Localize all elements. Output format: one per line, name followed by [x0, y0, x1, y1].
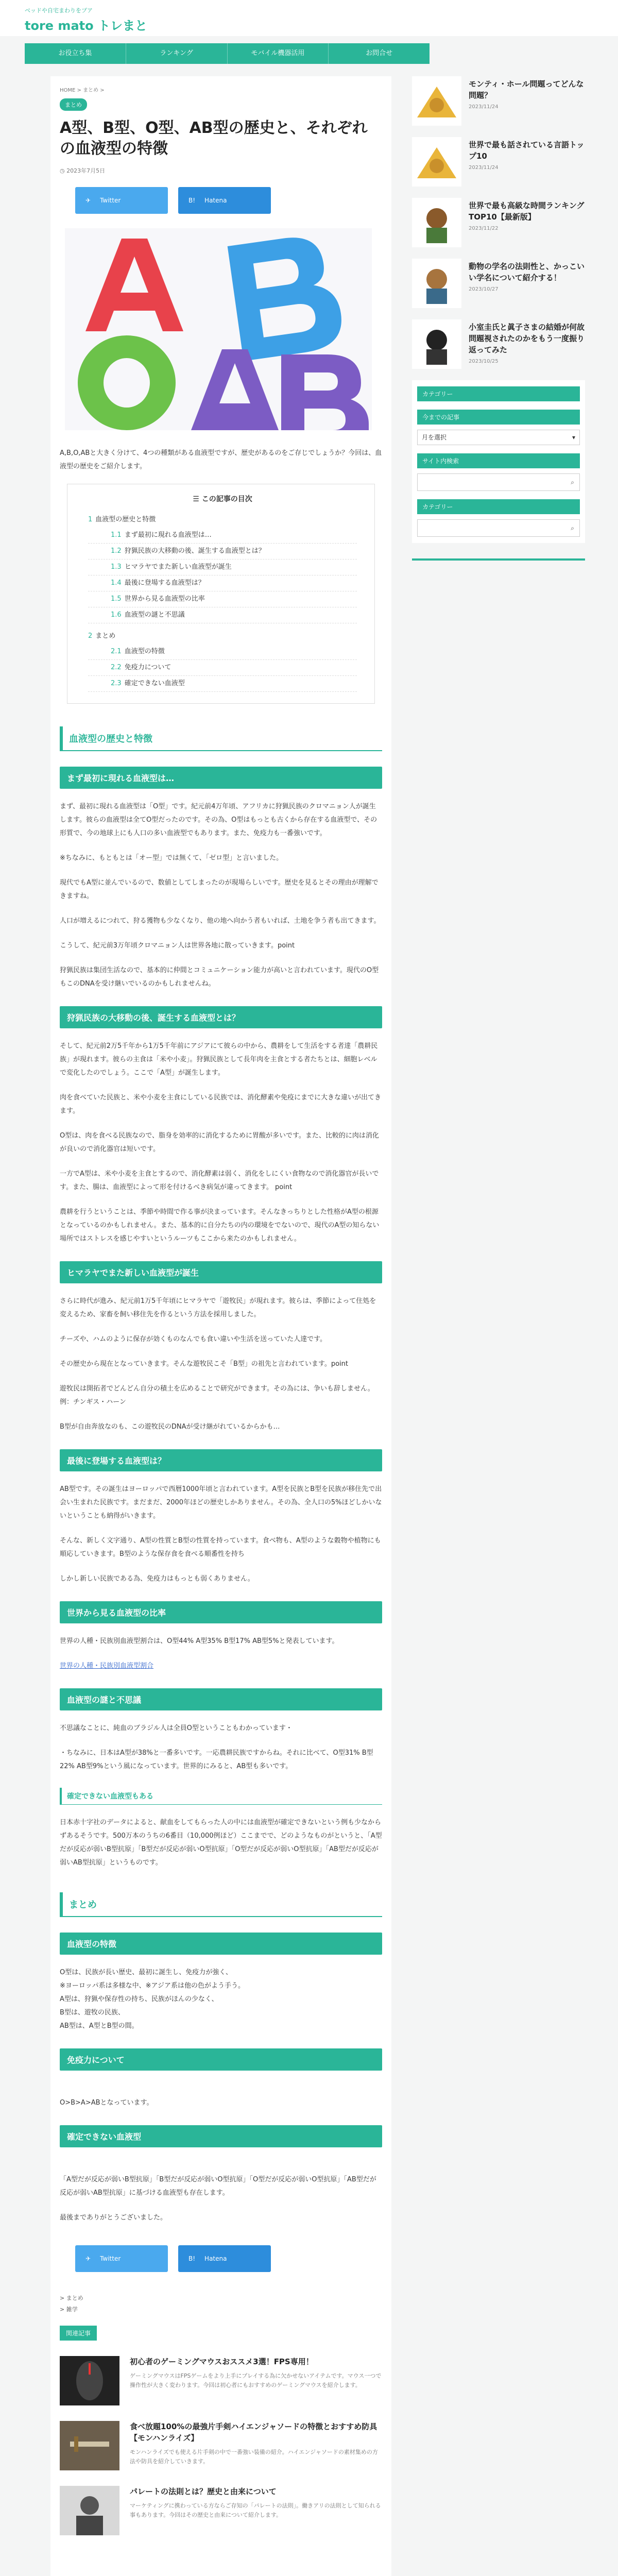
widget-heading: カテゴリー: [417, 386, 580, 401]
sidebar-divider: [412, 558, 585, 561]
sidebar-post-title[interactable]: 小室圭氏と眞子さまの結婚が何故問題視されたのかをもう一度振り返ってみた: [469, 323, 585, 354]
section-heading: まとめ: [60, 1892, 382, 1917]
paragraph: B型が自由奔放なのも、この遊牧民のDNAが受け継がれているからかも…: [60, 1423, 280, 1431]
paragraph: A型は、狩猟や保存性の持ち、民族がほんの少なく、: [60, 1995, 218, 2003]
toc-item[interactable]: [88, 660, 357, 676]
hatena-share-label: Hatena: [204, 197, 227, 204]
sidebar-post-date: 2023/10/25: [469, 359, 499, 364]
paragraph: そんな、新しく文字通り、A型の性質とB型の性質を持っています。食べ物も、A型のような穀物や植物にも順応していきます。B型のような保存食を食べる順番性を持ち: [60, 1537, 381, 1558]
gaming-mouse-image: [60, 2356, 119, 2405]
toc-link[interactable]: 最後に登場する血液型は？: [124, 579, 205, 587]
toc-title-label: この記事の目次: [201, 495, 252, 503]
site-tagline: ベッドや自宅まわりをプア: [25, 7, 93, 14]
search-icon[interactable]: ⌕: [571, 524, 574, 532]
paragraph: ※ちなみに、もともとは「オー型」では無くて、「ゼロ型」と言いました。: [60, 854, 283, 862]
breadcrumb[interactable]: HOME > まとめ >: [60, 88, 105, 93]
twitter-share-button[interactable]: [75, 2245, 168, 2272]
related-item[interactable]: [60, 2356, 382, 2405]
related-excerpt: マーケティングに携わっている方ならご存知の「パレートの法則」。働きアリの法則として知られる事もあります。今回はその歴史と由来について紹介します。: [130, 2502, 381, 2518]
related-thumbnail[interactable]: [60, 2486, 119, 2535]
toc-number: 2: [88, 632, 93, 640]
sidebar-post-title[interactable]: 動物の学名の法則性と、かっこいい学名について紹介する！: [469, 262, 585, 282]
minor-heading: 確定できない血液型もある: [60, 1788, 382, 1805]
nav-item[interactable]: モバイル機器活用: [228, 43, 329, 64]
toc-link[interactable]: まとめ: [95, 632, 116, 640]
related-thumbnail[interactable]: [60, 2356, 119, 2405]
page-title: A型、B型、O型、AB型の歴史と、それぞれの血液型の特徴: [60, 119, 368, 158]
paragraph: O型は、肉を食べる民族なので、脂身を効率的に消化するために胃酸が多いです。また、比較的に肉は消化が良いので消化器官は短いです。: [60, 1132, 379, 1153]
toc-link[interactable]: ヒマラヤでまた新しい血液型が誕生: [124, 563, 232, 571]
sidebar-post[interactable]: [412, 198, 585, 247]
pareto-portrait-image: [60, 2486, 119, 2535]
search-input[interactable]: [417, 473, 580, 491]
subsection-heading: 免疫力について: [60, 2048, 382, 2071]
intro-text: A,B,O,ABと大きく分けて、4つの種類がある血液型ですが、歴史があるのをご存じでしょうか？今回は、血液型の歴史をご紹介します。: [60, 449, 382, 470]
toc-link[interactable]: 血液型の歴史と特徴: [95, 516, 156, 523]
paragraph: チーズや、ハムのように保存が効くものなんでも食い違いや生活を送っていた人達です。: [60, 1335, 327, 1343]
related-thumbnail[interactable]: [60, 2421, 119, 2470]
toc-title: ☰ この記事の目次: [193, 495, 252, 503]
paragraph: AB型は、A型とB型の間。: [60, 2022, 139, 2030]
toc-item[interactable]: [88, 528, 357, 544]
table-of-contents: [67, 484, 375, 704]
toc-number: 1.5: [111, 595, 122, 603]
subsection-heading: まず最初に現れる血液型は…: [60, 767, 382, 789]
post-date: ◷ 2023年7月5日: [60, 167, 106, 174]
search-icon[interactable]: ⌕: [571, 478, 574, 486]
sidebar-post-title[interactable]: 世界で最も高級な時間ランキングTOP10【最新版】: [469, 201, 585, 222]
paragraph: こうして、紀元前3万年頃クロマニョン人は世界各地に散っていきます。point: [60, 942, 295, 950]
sidebar-post-date: 2023/11/24: [469, 104, 499, 110]
toc-group-2[interactable]: [88, 629, 357, 644]
toc-number: 2.1: [111, 648, 122, 655]
subsection-heading: 血液型の特徴: [60, 1933, 382, 1955]
sidebar-post-title[interactable]: モンティ・ホール問題ってどんな問題？: [469, 79, 584, 100]
sidebar-widgets: [412, 380, 585, 543]
paragraph: さらに時代が進み、紀元前1万5千年頃にヒマラヤで「遊牧民」が現れます。彼らは、季節によって住処を変えるため、家畜を飼い移住先を作るという方法を採用しました。: [60, 1297, 376, 1318]
subsection-heading: 狩猟民族の大移動の後、誕生する血液型とは？: [60, 1006, 382, 1028]
global-nav: [25, 43, 430, 64]
sidebar-thumbnail[interactable]: [412, 259, 461, 308]
paragraph: 肉を食べていた民族と、米や小麦を主食にしている民族では、消化酵素や免疫にまでに大きな違いが出てきます。: [60, 1094, 382, 1115]
blood-type-letters-image: [65, 228, 372, 430]
paragraph: まず、最初に現れる血液型は「O型」です。紀元前4万年頃、アフリカに狩猟民族のクロマニョン人が誕生します。彼らの血液型は全てO型だったのです。その為、O型はもっとも古くから存在する血液型で、その形質で、今の地球上にも人口の多い血液型でもあります。また、免疫力も一番強いです。: [60, 803, 377, 837]
paragraph: しかし新しい民族である為、免疫力はもっとも弱くありません。: [60, 1575, 254, 1583]
paragraph: 人口が増えるにつれて、狩る獲物も少なくなり、他の地へ向かう者もいれば、土地を争う者も出てきます。: [60, 917, 381, 925]
sidebar-post-date: 2023/11/24: [469, 165, 499, 171]
paragraph: その歴史から現在となっていきます。そんな遊牧民こそ「B型」の祖先と言われています。point: [60, 1360, 348, 1368]
paragraph: O>B>A>ABとなっています。: [60, 2099, 153, 2107]
subsection-heading: 最後に登場する血液型は？: [60, 1449, 382, 1471]
related-title[interactable]: 初心者のゲーミングマウスおススメ3選！FPS専用！: [130, 2357, 314, 2366]
sidebar-thumbnail[interactable]: [412, 137, 461, 187]
category-links: [60, 2293, 382, 2315]
category-link[interactable]: > まとめ: [60, 2295, 83, 2301]
toc-group-1[interactable]: [88, 512, 357, 528]
toc-item[interactable]: [88, 544, 357, 560]
sidebar-thumbnail[interactable]: [412, 76, 461, 126]
share-buttons-top: [75, 187, 382, 214]
toc-number: 2.2: [111, 664, 122, 671]
related-title[interactable]: 食べ放題100%の最強片手剣ハイエンジャソードの特徴とおすすめ防具【モンハンライズ】: [130, 2422, 377, 2443]
post-date-value: 2023年7月5日: [66, 167, 106, 174]
article-main: [50, 76, 391, 2576]
toc-number: 1.4: [111, 579, 122, 587]
hatena-share-button[interactable]: [178, 187, 271, 214]
paragraph: 日本赤十字社のデータによると、献血をしてもらった人の中には血液型が確定できないという例も少なからずあるそうです。500万本のうちの6番目（10,000例ほど）ここまでで、どのようなものがというと、「A型だが反応が弱いB型抗原」「B型だが反応が弱いO型抗原」「O型だが反応が弱いO型抗原」「AB型だが反応が弱いAB型抗原」というものです。: [60, 1819, 382, 1867]
sidebar-post[interactable]: [412, 137, 585, 187]
sidebar-post[interactable]: [412, 319, 585, 369]
subsection-heading: ヒマラヤでまた新しい血液型が誕生: [60, 1261, 382, 1283]
related-item[interactable]: [60, 2421, 382, 2470]
related-item[interactable]: [60, 2486, 382, 2535]
subsection-heading: 世界から見る血液型の比率: [60, 1601, 382, 1623]
twitter-share-label: Twitter: [100, 197, 121, 204]
hatena-icon: B!: [188, 197, 196, 204]
toc-item[interactable]: [88, 560, 357, 575]
twitter-icon: ✈: [85, 2255, 91, 2262]
paragraph: B型は、遊牧の民族、: [60, 2009, 125, 2016]
toc-number: 1.1: [111, 531, 122, 539]
hero-image: [65, 228, 372, 430]
paragraph: 農耕を行うということは、季節や時間で作る事が決まっています。そんなきっちりとした性格がA型の根源となっているのかもしれません。また、基本的に自分たちの内の環境をでないので、現代のA型の知らない場所ではストレスを感じやすいというルーツもここから来たのかもしれません。: [60, 1208, 380, 1243]
paragraph: 現代でもA型に並んでいるので、数値としてしまったのが現場らしいです。歴史を見るとその理由が理解できますね。: [60, 879, 379, 900]
paragraph: ・ちなみに、日本はA型が38%と一番多いです。一応農耕民族ですからね。それに比べて、O型31% B型22% AB型9%という風になっています。世界的にみると、AB型も多いです。: [60, 1749, 373, 1770]
toc-number: 1.6: [111, 611, 122, 619]
related-title[interactable]: パレートの法則とは？歴史と由来について: [130, 2487, 277, 2496]
paragraph: 不思議なことに、純血のブラジル人は全員O型ということもわかっています・: [60, 1724, 293, 1732]
paragraph: 世界の人種・民族別血液型割合は、O型44% A型35% B型17% AB型5%と発表しています。: [60, 1637, 339, 1645]
twitter-share-label: Twitter: [100, 2255, 121, 2262]
paragraph: 「A型だが反応が弱いB型抗原」「B型だが反応が弱いO型抗原」「O型だが反応が弱いO型抗原」「AB型だが反応が弱いAB型抗原」に基づける血液型も存在します。: [60, 2176, 376, 2197]
paragraph: AB型です。その誕生はヨーロッパで西暦1000年頃と言われています。A型を民族とB型を民族が移住先で出会い生まれた民族です。まだまだ、2000年ほどの歴史しかありません。その為、全人口の5%ほどしかいないということも納得がいきます。: [60, 1485, 382, 1520]
chevron-down-icon: ▾: [572, 434, 575, 441]
paragraph: そして、紀元前2万5千年から1万5千年前にアジアにて彼らの中から、農耕をして生活をする者達「農耕民族」が現れます。彼らの主食は「米や小麦」。狩猟民族として長年肉を主食とする者たちとは、細胞レベルで変化したのでしょう。ここで「A型」が誕生します。: [60, 1042, 378, 1077]
site-header: [0, 0, 618, 36]
hatena-icon: B!: [188, 2255, 196, 2262]
category-link[interactable]: > 雑学: [60, 2306, 78, 2313]
toc-item[interactable]: [88, 575, 357, 591]
paragraph: 一方でA型は、米や小麦を主食とするので、消化酵素は弱く、消化をしにくい食物なので消化器官が長いです。また、腸は、血液型によって形を付けるべき病気が違ってきます。 point: [60, 1170, 379, 1191]
paragraph: 遊牧民は開拓者でどんどん自分の積土を広めることで研究ができます。その為には、争いも辞しません。例：チンギス・ハーン: [60, 1385, 374, 1406]
article-body: [60, 726, 382, 2225]
archive-select-value: 月を選択: [422, 434, 447, 441]
section-heading: 血液型の歴史と特徴: [60, 726, 382, 751]
related-heading: 関連記事: [60, 2326, 97, 2341]
hatena-share-button[interactable]: [178, 2245, 271, 2272]
related-excerpt: ゲーミングマウスはFPSゲームをより上手にプレイする為に欠かせないアイテムです。マウス一つで操作性が大きく変わります。今回は初心者にもおすすめのゲーミングマウスを紹介します。: [130, 2372, 382, 2388]
widget-heading: サイト内検索: [417, 453, 580, 468]
share-buttons-bottom: [75, 2245, 382, 2272]
toc-number: 1: [88, 516, 93, 523]
toc-link[interactable]: 世界から見る血液型の比率: [124, 595, 205, 603]
subsection-heading: 血液型の謎と不思議: [60, 1688, 382, 1710]
related-excerpt: モンハンライズでも使える片手剣の中で一番強い装備の紹介。ハイエンジャソードの素材集めの方法や防具を紹介していきます。: [130, 2449, 378, 2465]
toc-item[interactable]: [88, 607, 357, 623]
category-badge[interactable]: まとめ: [60, 98, 87, 111]
twitter-icon: ✈: [85, 197, 91, 204]
paragraph: O型は、民族が長い歴史、最初に誕生し、免疫力が強く、: [60, 1969, 232, 1976]
nav-item[interactable]: ランキング: [126, 43, 228, 64]
paragraph: 最後までありがとうございました。: [60, 2214, 167, 2222]
sidebar-post[interactable]: [412, 76, 585, 126]
widget-heading: 今までの記事: [417, 410, 580, 425]
sidebar-thumbnail[interactable]: [412, 319, 461, 369]
toc-link[interactable]: 血液型の特徴: [124, 648, 165, 655]
site-logo[interactable]: tore mato トレまと: [25, 19, 147, 33]
source-link[interactable]: 世界の人種・民族別血液型割合: [60, 1662, 154, 1670]
paragraph: 狩猟民族は集団生活なので、基本的に仲間とコミュニケーション能力が高いと言われています。現代のO型もこのDNAを受け継いでいるのかもしれませんね。: [60, 967, 379, 988]
sidebar-post[interactable]: [412, 259, 585, 308]
subsection-heading: 確定できない血液型: [60, 2125, 382, 2147]
toc-link[interactable]: 血液型の謎と不思議: [124, 611, 185, 619]
toc-item[interactable]: [88, 591, 357, 607]
sidebar-post-title[interactable]: 世界で最も話されている言語トップ10: [469, 140, 585, 161]
toc-link[interactable]: 狩猟民族の大移動の後、誕生する血液型とは？: [124, 547, 265, 555]
widget-heading: カテゴリー: [417, 499, 580, 514]
toc-number: 2.3: [111, 680, 122, 687]
twitter-share-button[interactable]: [75, 187, 168, 214]
toc-link[interactable]: 免疫力について: [124, 664, 171, 671]
nav-item[interactable]: お役立ち集: [25, 43, 126, 64]
sidebar: [412, 76, 585, 561]
sidebar-post-date: 2023/11/22: [469, 226, 499, 231]
monster-hunter-image: [60, 2421, 119, 2470]
toc-number: 1.3: [111, 563, 122, 571]
toc-link[interactable]: 確定できない血液型: [124, 680, 185, 687]
toc-item[interactable]: [88, 676, 357, 692]
category-select[interactable]: [417, 519, 580, 537]
sidebar-thumbnail[interactable]: [412, 198, 461, 247]
nav-item[interactable]: お問合せ: [366, 49, 393, 57]
sidebar-post-date: 2023/10/27: [469, 286, 499, 292]
toc-item[interactable]: [88, 644, 357, 660]
archive-select[interactable]: [417, 430, 580, 445]
toc-number: 1.2: [111, 547, 122, 555]
toc-link[interactable]: まず最初に現れる血液型は…: [124, 531, 212, 539]
hatena-share-label: Hatena: [204, 2255, 227, 2262]
paragraph: ※ヨーロッパ系は多様な中、※アジア系は他の色がよう手う。: [60, 1982, 245, 1990]
